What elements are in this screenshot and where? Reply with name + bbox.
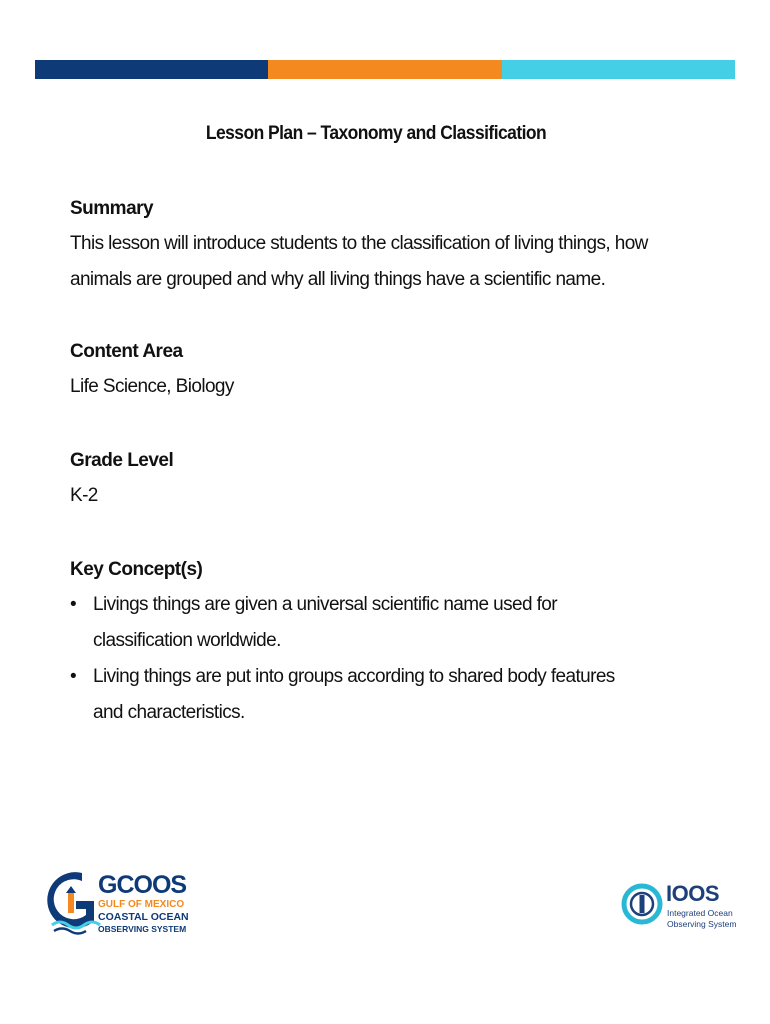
gcoos-buoy-icon: [68, 893, 74, 913]
key-concepts-list: [70, 587, 630, 731]
content-area-heading: Content Area: [70, 341, 183, 362]
header-color-bar: [35, 60, 735, 79]
key-concepts-heading: Key Concept(s): [70, 559, 203, 580]
content-area-text: Life Science, Biology: [70, 376, 234, 397]
ioos-i-mark: [640, 895, 645, 913]
ioos-logo-name: IOOS: [666, 881, 720, 906]
key-concepts-section: [70, 553, 630, 731]
gcoos-logo: [48, 865, 189, 941]
document-title: Lesson Plan – Taxonomy and Classification: [205, 123, 547, 144]
key-concept-text: Livings things are given a universal scientific name used for classification worldwide.: [93, 594, 557, 651]
summary-section: [70, 192, 710, 298]
ioos-logo-line2: Observing System: [667, 919, 737, 929]
bullet-icon: •: [70, 594, 77, 615]
color-bar-orange: [268, 60, 501, 79]
gcoos-logo-name: GCOOS: [98, 871, 187, 899]
grade-level-text: K-2: [70, 485, 98, 506]
content-area-section: [70, 335, 710, 405]
ioos-logo-line1: Integrated Ocean: [667, 908, 733, 918]
key-concept-text: Living things are put into groups according to shared body features and characteristics.: [93, 666, 615, 723]
gcoos-logo-line2: COASTAL OCEAN: [98, 911, 189, 923]
grade-level-section: [70, 444, 710, 514]
color-bar-navy: [35, 60, 268, 79]
gcoos-logo-line3: OBSERVING SYSTEM: [98, 924, 187, 934]
grade-level-heading: Grade Level: [70, 450, 174, 471]
ioos-logo: [622, 866, 737, 942]
gcoos-buoy-top: [66, 886, 76, 893]
list-item: [70, 587, 630, 659]
gcoos-logo-line1: GULF OF MEXICO: [98, 899, 185, 910]
summary-heading: Summary: [70, 198, 154, 219]
gcoos-wave-icon-2: [54, 929, 86, 934]
color-bar-cyan: [502, 60, 735, 79]
summary-text: This lesson will introduce students to the classification of living things, how animals are grouped and why all living things have a scientific name.: [70, 233, 648, 290]
bullet-icon: •: [70, 666, 77, 687]
list-item: [70, 659, 630, 731]
